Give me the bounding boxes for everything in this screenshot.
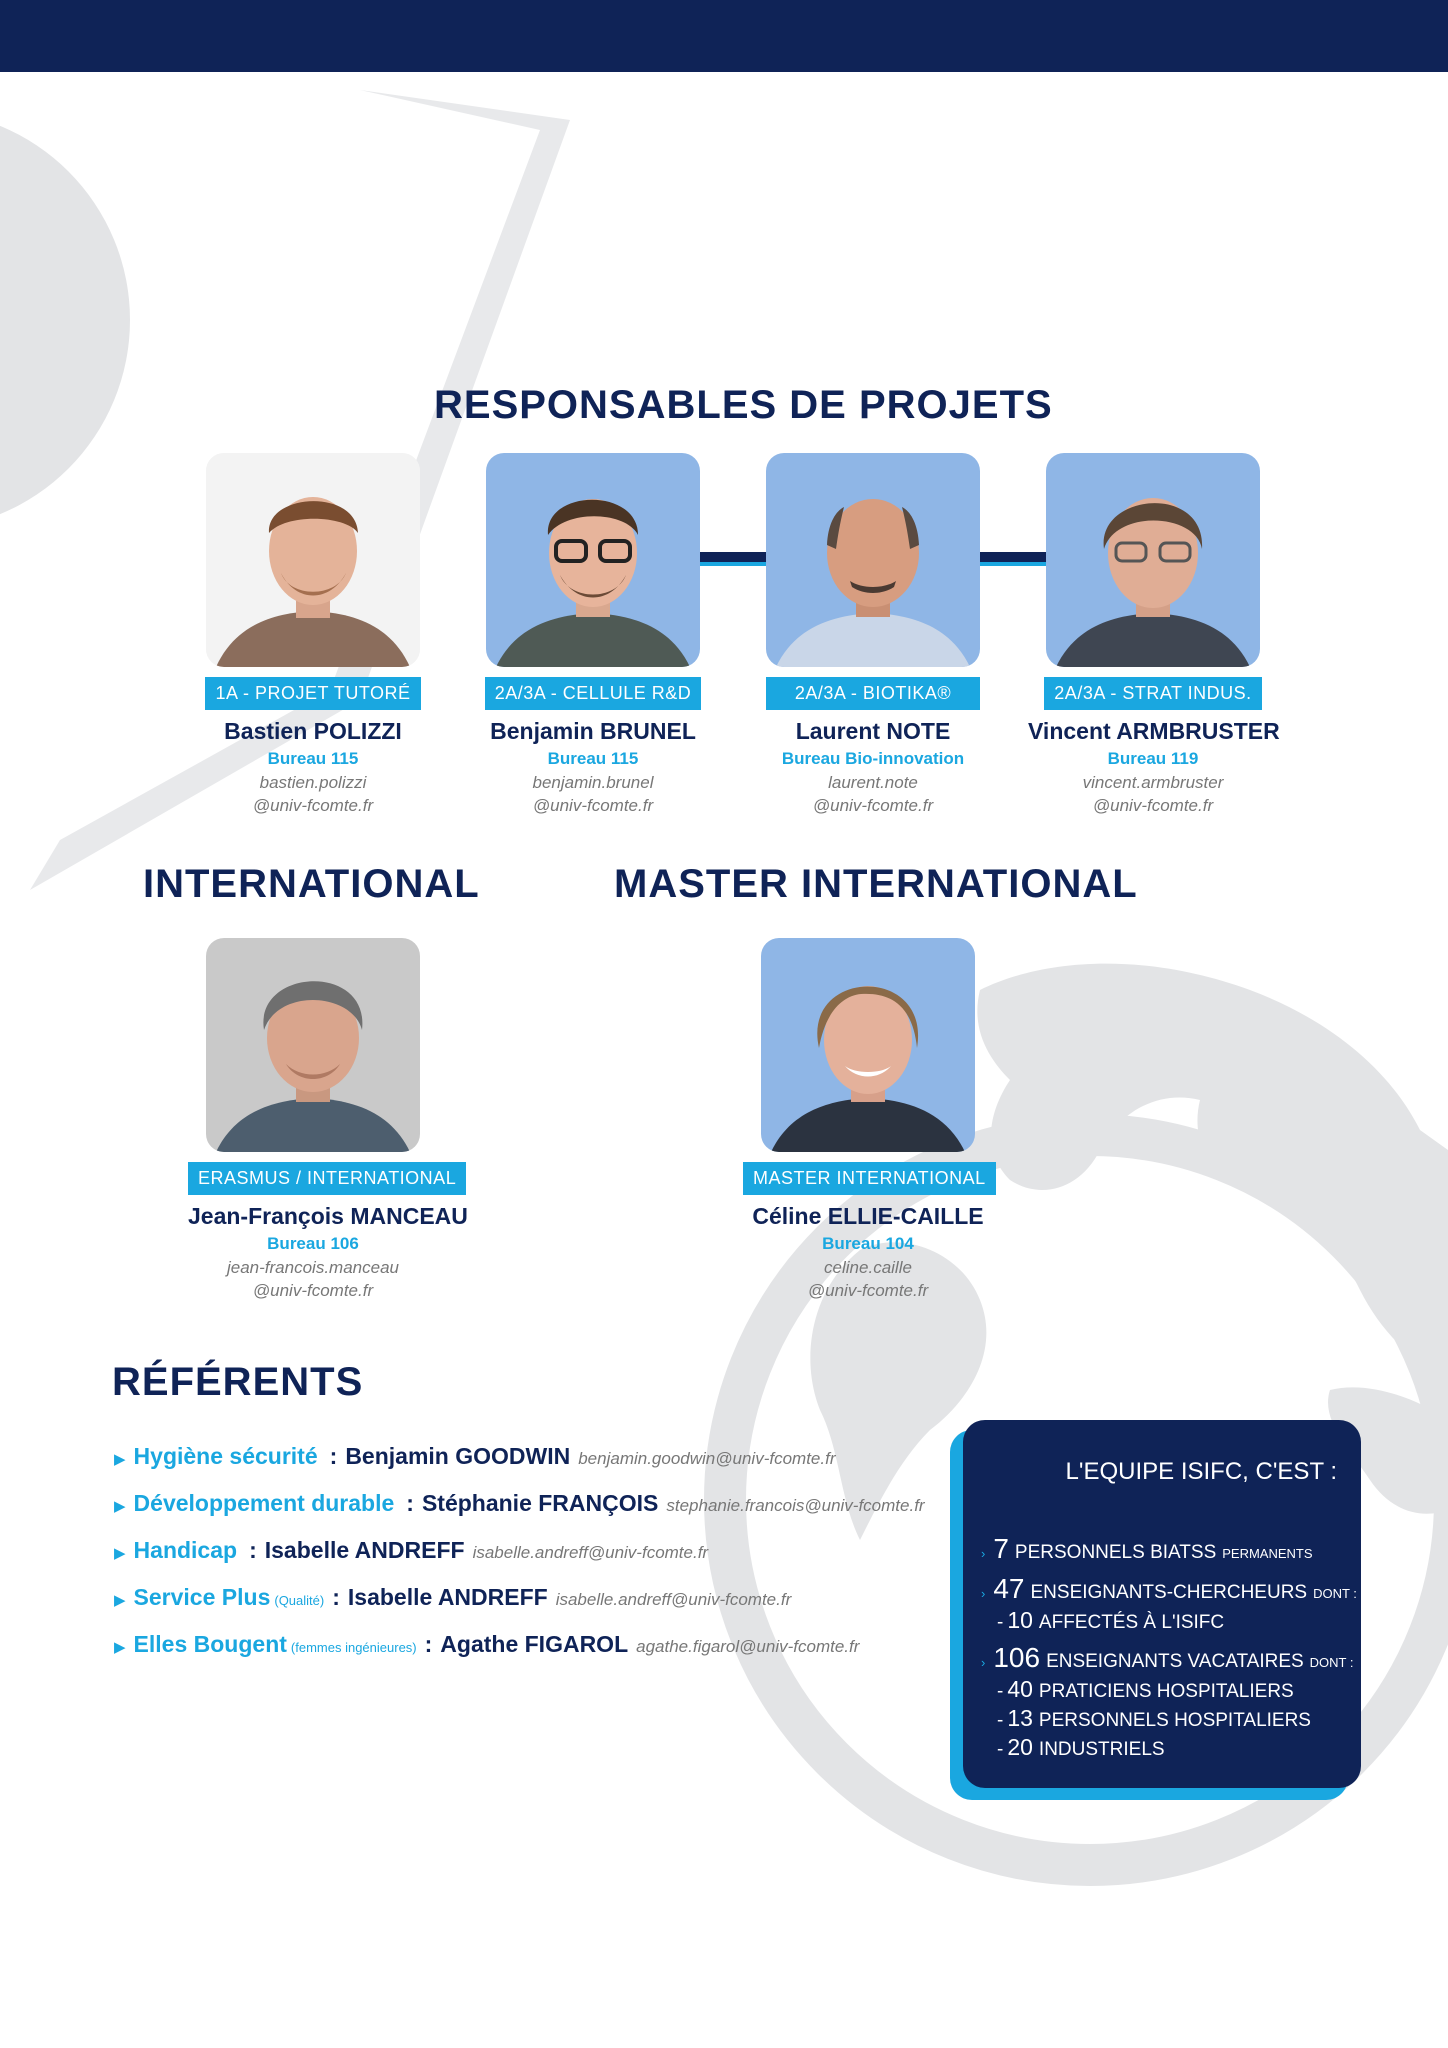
email-domain: @univ-fcomte.fr [532, 796, 654, 815]
referent-qualifier: (femmes ingénieures) [290, 1640, 417, 1655]
person-name: Benjamin BRUNEL [490, 718, 696, 744]
dash-icon: - [997, 1710, 1004, 1731]
triangle-right-icon: ▶ [114, 1498, 126, 1515]
role-tag: 1A - PROJET TUTORÉ [205, 677, 420, 710]
stat-number: 40 [1007, 1676, 1033, 1702]
email-domain: @univ-fcomte.fr [252, 1281, 374, 1300]
dash-icon: - [997, 1681, 1004, 1702]
stat-suffix: PERMANENTS [1222, 1546, 1313, 1561]
list-item [114, 1443, 925, 1490]
avatar [206, 938, 420, 1152]
office-location: Bureau Bio-innovation [781, 749, 965, 768]
referent-email[interactable]: isabelle.andreff@univ-fcomte.fr [555, 1590, 792, 1609]
role-tag: 2A/3A - STRAT INDUS. [1044, 677, 1261, 710]
referent-colon: : [406, 1490, 414, 1516]
office-location: Bureau 119 [1107, 749, 1199, 768]
stat-line [997, 1734, 1357, 1761]
referent-name: Benjamin GOODWIN [345, 1443, 571, 1469]
triangle-right-icon: ▶ [114, 1592, 126, 1609]
stat-number: 20 [1007, 1734, 1033, 1760]
avatar [486, 453, 700, 667]
dash-icon: - [997, 1739, 1004, 1760]
person-name: Céline ELLIE-CAILLE [752, 1203, 984, 1229]
email-domain: @univ-fcomte.fr [807, 1281, 929, 1300]
stat-label: ENSEIGNANTS-CHERCHEURS [1030, 1582, 1308, 1603]
email-user: benjamin.brunel [532, 773, 654, 792]
referent-topic: Handicap [133, 1537, 238, 1563]
stat-number: 47 [993, 1573, 1025, 1604]
stat-number: 13 [1007, 1705, 1033, 1731]
referent-name: Stéphanie FRANÇOIS [421, 1490, 659, 1516]
referent-topic: Hygiène sécurité [133, 1443, 318, 1469]
referent-name: Agathe FIGAROL [440, 1631, 629, 1657]
email-address[interactable] [1028, 771, 1278, 817]
role-tag: ERASMUS / INTERNATIONAL [188, 1162, 466, 1195]
stat-label: INDUSTRIELS [1038, 1739, 1165, 1760]
chevron-right-icon: › [981, 1655, 986, 1670]
stats-title: L'EQUIPE ISIFC, C'EST : [1065, 1458, 1337, 1485]
stat-line [997, 1705, 1357, 1732]
role-tag: 2A/3A - BIOTIKA® [766, 677, 980, 710]
avatar [761, 938, 975, 1152]
email-address[interactable] [188, 771, 438, 817]
project-lead-card [748, 453, 998, 817]
email-domain: @univ-fcomte.fr [252, 796, 374, 815]
section-title-referents: RÉFÉRENTS [112, 1360, 364, 1404]
section-title-projects: RESPONSABLES DE PROJETS [434, 383, 1053, 427]
email-user: celine.caille [824, 1258, 912, 1277]
referent-topic: Développement durable [133, 1490, 395, 1516]
stat-number: 106 [993, 1642, 1041, 1673]
stat-line [997, 1676, 1357, 1703]
referent-name: Isabelle ANDREFF [264, 1537, 465, 1563]
stat-number: 10 [1007, 1607, 1033, 1633]
stat-label: PRATICIENS HOSPITALIERS [1038, 1681, 1294, 1702]
stat-number: 7 [993, 1533, 1009, 1564]
email-user: jean-francois.manceau [227, 1258, 399, 1277]
email-user: bastien.polizzi [259, 773, 367, 792]
stat-label: AFFECTÉS À L'ISIFC [1038, 1612, 1225, 1633]
stat-label: ENSEIGNANTS VACATAIRES [1046, 1651, 1304, 1672]
stat-line [981, 1573, 1357, 1605]
referents-list [114, 1443, 925, 1678]
stat-label: PERSONNELS BIATSS [1014, 1542, 1217, 1563]
project-lead-card [468, 453, 718, 817]
triangle-right-icon: ▶ [114, 1451, 126, 1468]
referent-email[interactable]: stephanie.francois@univ-fcomte.fr [666, 1496, 925, 1515]
avatar [206, 453, 420, 667]
email-user: vincent.armbruster [1082, 773, 1224, 792]
email-domain: @univ-fcomte.fr [812, 796, 934, 815]
email-address[interactable] [743, 1256, 993, 1302]
stat-label: PERSONNELS HOSPITALIERS [1038, 1710, 1311, 1731]
deco-circle-left [0, 110, 130, 530]
referent-email[interactable]: isabelle.andreff@univ-fcomte.fr [472, 1543, 709, 1562]
list-item [114, 1490, 925, 1537]
list-item [114, 1584, 925, 1631]
referent-email[interactable]: benjamin.goodwin@univ-fcomte.fr [578, 1449, 836, 1468]
stat-line [997, 1607, 1357, 1634]
triangle-right-icon: ▶ [114, 1545, 126, 1562]
stats-list [981, 1525, 1357, 1761]
referent-topic: Service Plus [133, 1584, 271, 1610]
section-title-master: MASTER INTERNATIONAL [614, 862, 1138, 906]
list-item [114, 1631, 925, 1678]
referent-name: Isabelle ANDREFF [347, 1584, 548, 1610]
triangle-right-icon: ▶ [114, 1639, 126, 1656]
avatar [766, 453, 980, 667]
email-address[interactable] [468, 771, 718, 817]
referent-email[interactable]: agathe.figarol@univ-fcomte.fr [636, 1637, 860, 1656]
list-item [114, 1537, 925, 1584]
project-lead-card [1028, 453, 1278, 817]
chevron-right-icon: › [981, 1586, 986, 1601]
stat-line [981, 1533, 1357, 1565]
person-name: Laurent NOTE [795, 718, 951, 744]
project-lead-card [188, 453, 438, 817]
referent-colon: : [249, 1537, 257, 1563]
team-stats-box [963, 1420, 1361, 1788]
master-card [743, 938, 993, 1302]
person-name: Jean-François MANCEAU [188, 1203, 468, 1229]
referent-colon: : [329, 1443, 338, 1469]
international-card [188, 938, 468, 1302]
role-tag: 2A/3A - CELLULE R&D [485, 677, 702, 710]
referent-topic: Elles Bougent [133, 1631, 287, 1657]
referent-colon: : [332, 1584, 340, 1610]
email-domain: @univ-fcomte.fr [1092, 796, 1214, 815]
dash-icon: - [997, 1612, 1004, 1633]
office-location: Bureau 115 [267, 749, 359, 768]
person-name: Bastien POLIZZI [224, 718, 402, 744]
stat-suffix: DONT : [1309, 1655, 1354, 1670]
office-location: Bureau 104 [822, 1234, 914, 1253]
section-title-international: INTERNATIONAL [143, 862, 480, 906]
referent-qualifier: (Qualité) [274, 1593, 325, 1608]
person-name: Vincent ARMBRUSTER [1028, 718, 1280, 744]
email-address[interactable] [748, 771, 998, 817]
office-location: Bureau 115 [547, 749, 639, 768]
avatar [1046, 453, 1260, 667]
chevron-right-icon: › [981, 1546, 986, 1561]
role-tag: MASTER INTERNATIONAL [743, 1162, 996, 1195]
email-address[interactable] [188, 1256, 438, 1302]
email-user: laurent.note [828, 773, 918, 792]
stat-line [981, 1642, 1357, 1674]
stat-suffix: DONT : [1313, 1586, 1357, 1601]
office-location: Bureau 106 [267, 1234, 359, 1253]
referent-colon: : [424, 1631, 433, 1657]
